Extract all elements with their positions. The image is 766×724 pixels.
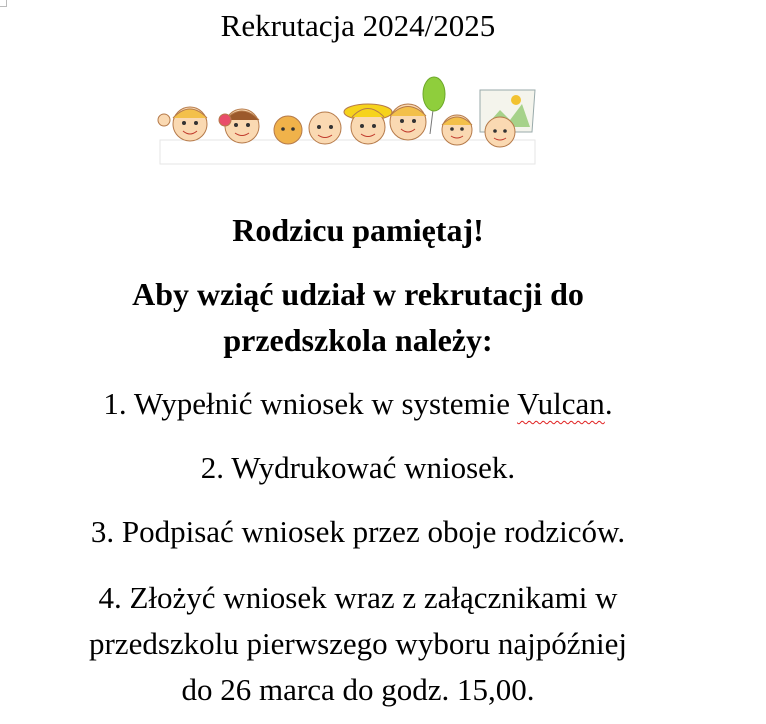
kid-3 [274, 116, 302, 144]
step-1 [0, 386, 716, 422]
step-1-prefix: 1. Wypełnić wniosek w systemie [103, 386, 518, 421]
kid-8 [485, 117, 515, 147]
page-corner-mark [0, 0, 7, 7]
kid-5 [344, 104, 392, 144]
kid-4 [309, 112, 341, 144]
intro-line-1: Aby wziąć udział w rekrutacji do [132, 276, 584, 312]
step-1-suffix: . [604, 386, 613, 421]
step-2: 2. Wydrukować wniosek. [200, 450, 516, 485]
step-4-line-3: do 26 marca do godz. 15,00. [181, 672, 535, 707]
step-3: 3. Podpisać wniosek przez oboje rodziców. [90, 514, 626, 549]
page-title: Rekrutacja 2024/2025 [220, 8, 496, 43]
kid-6 [390, 104, 426, 140]
intro-line-2: przedszkola należy: [223, 322, 493, 358]
kid-7 [442, 115, 472, 145]
step-4-line-1: 4. Złożyć wniosek wraz z załącznikami w [98, 580, 618, 615]
kid-1 [158, 107, 207, 141]
kid-2 [219, 109, 259, 143]
children-illustration [150, 72, 545, 167]
reminder-heading: Rodzicu pamiętaj! [232, 212, 484, 248]
step-4-line-2: przedszkolu pierwszego wyboru najpóźniej [88, 626, 628, 661]
step-1-vulcan: Vulcan [517, 386, 605, 421]
